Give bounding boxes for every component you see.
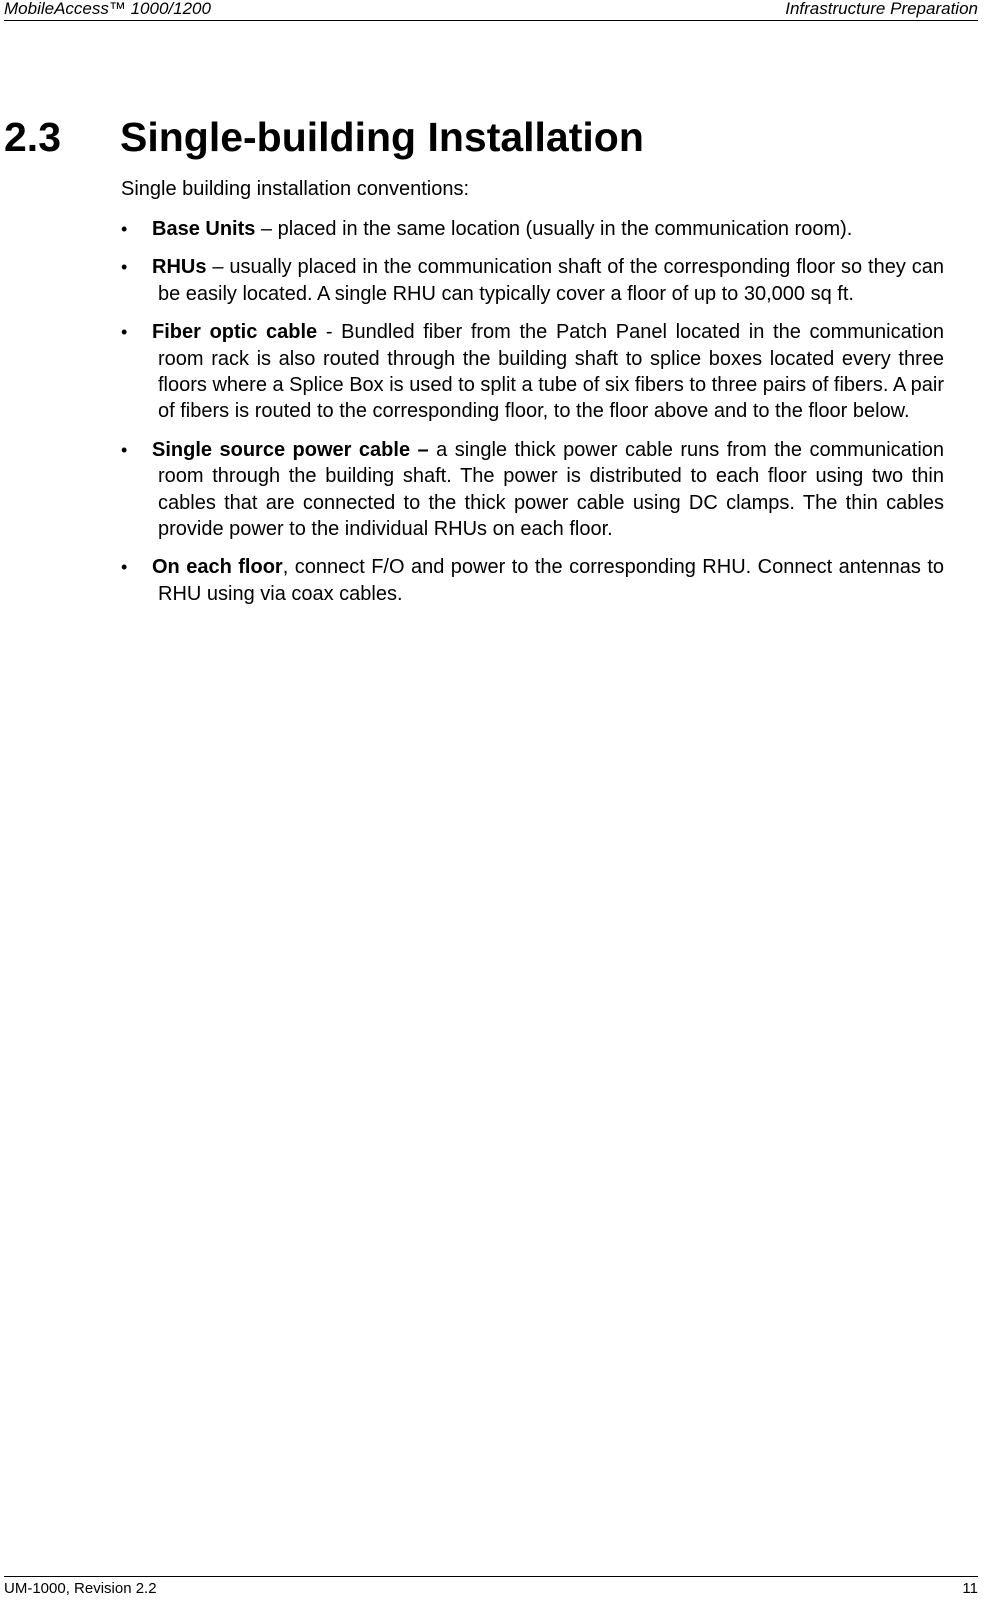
section-intro: Single building installation conventions:: [121, 178, 470, 200]
conventions-list: [121, 216, 944, 619]
list-item-term: Base Units: [152, 218, 256, 240]
list-item: [121, 216, 944, 242]
section-number: 2.3: [4, 114, 61, 160]
list-item: [121, 319, 944, 425]
list-item-text: – placed in the same location (usually in the communication room).: [255, 218, 853, 240]
list-item-text: – usually placed in the communication shaft of the corresponding floor so they can be easily located. A single RHU can typically cover a floor of up to 30,000 sq ft.: [158, 256, 944, 305]
page-header: [4, 0, 978, 21]
bullet-icon: •: [121, 322, 128, 343]
bullet-icon: •: [121, 219, 128, 239]
list-item-term: On each floor: [152, 556, 283, 579]
header-chapter-title: Infrastructure Preparation: [785, 0, 978, 18]
bullet-icon: •: [121, 557, 128, 578]
section-heading: [4, 112, 644, 162]
list-item: [121, 554, 944, 607]
footer-document-revision: UM-1000, Revision 2.2: [4, 1580, 157, 1597]
list-item: [121, 254, 944, 307]
header-product-name: MobileAccess™ 1000/1200: [4, 0, 211, 18]
section-title: Single-building Installation: [120, 114, 644, 160]
bullet-icon: •: [121, 257, 128, 278]
page-footer: [4, 1576, 978, 1601]
list-item-term: RHUs: [152, 256, 207, 279]
list-item-text: , connect F/O and power to the corresponding RHU. Connect antennas to RHU using via coax cables.: [158, 556, 945, 605]
list-item-term: Fiber optic cable: [152, 321, 318, 344]
list-item-text: a single thick power cable runs from the communication room through the building shaft. The power is distributed to each floor using two thin cables that are connected to the thick power cable using DC clamps. The thin cables provide power to the individual RHUs on each floor.: [158, 438, 945, 541]
list-item: [121, 437, 944, 543]
list-item-text: - Bundled fiber from the Patch Panel located in the communication room rack is also routed through the building shaft to splice boxes located every three floors where a Splice Box is used to split a tube of six fibers to three pairs of fibers. A pair of fibers is routed to the corresponding floor, to the floor above and to the floor below.: [158, 321, 944, 423]
list-item-term: Single source power cable –: [152, 438, 429, 461]
bullet-icon: •: [121, 439, 128, 460]
footer-page-number: 11: [962, 1580, 978, 1597]
